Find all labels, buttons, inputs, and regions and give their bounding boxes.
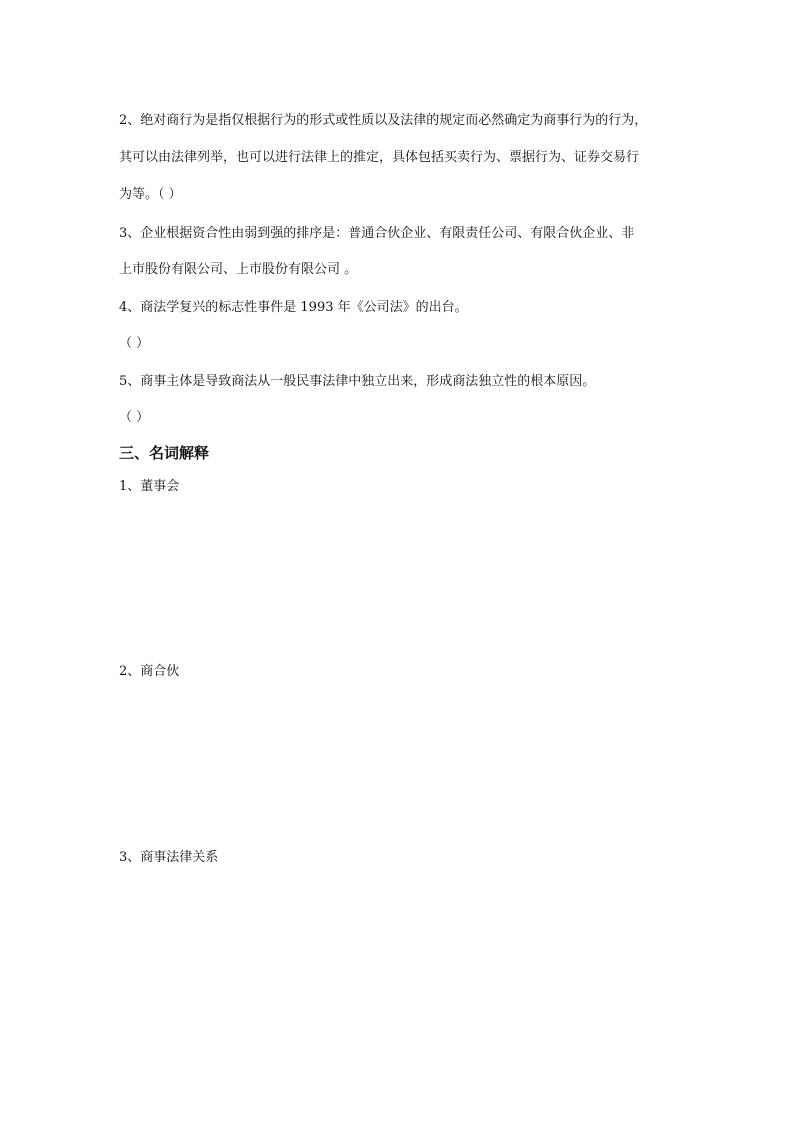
question-2-line-1: 2、绝对商行为是指仅根据行为的形式或性质以及法律的规定而必然确定为商事行为的行为，: [119, 113, 648, 128]
question-4-answer-blank: （ ）: [119, 336, 150, 351]
section-heading-term-explanation: 三、名词解释: [119, 444, 210, 462]
question-5-line-1: 5、商事主体是导致商法从一般民事法律中独立出来，形成商法独立性的根本原因。: [119, 374, 596, 389]
term-item-commercial-partnership: 2、商合伙: [119, 664, 180, 679]
question-5-answer-blank: （ ）: [119, 410, 150, 425]
question-4-line-1: 4、商法学复兴的标志性事件是 1993 年《公司法》的出台。: [119, 300, 468, 315]
question-3-line-2: 上市股份有限公司、上市股份有限公司 。: [119, 262, 358, 277]
term-item-board-of-directors: 1、董事会: [119, 479, 180, 494]
term-item-commercial-legal-relation: 3、商事法律关系: [119, 850, 219, 865]
question-2-line-3: 为等。（ ）: [119, 187, 182, 202]
question-2-line-2: 其可以由法律列举，也可以进行法律上的推定，具体包括买卖行为、票据行为、证券交易行: [119, 150, 640, 165]
question-3-line-1: 3、企业根据资合性由弱到强的排序是：普通合伙企业、有限责任公司、有限合伙企业、非: [119, 226, 635, 241]
